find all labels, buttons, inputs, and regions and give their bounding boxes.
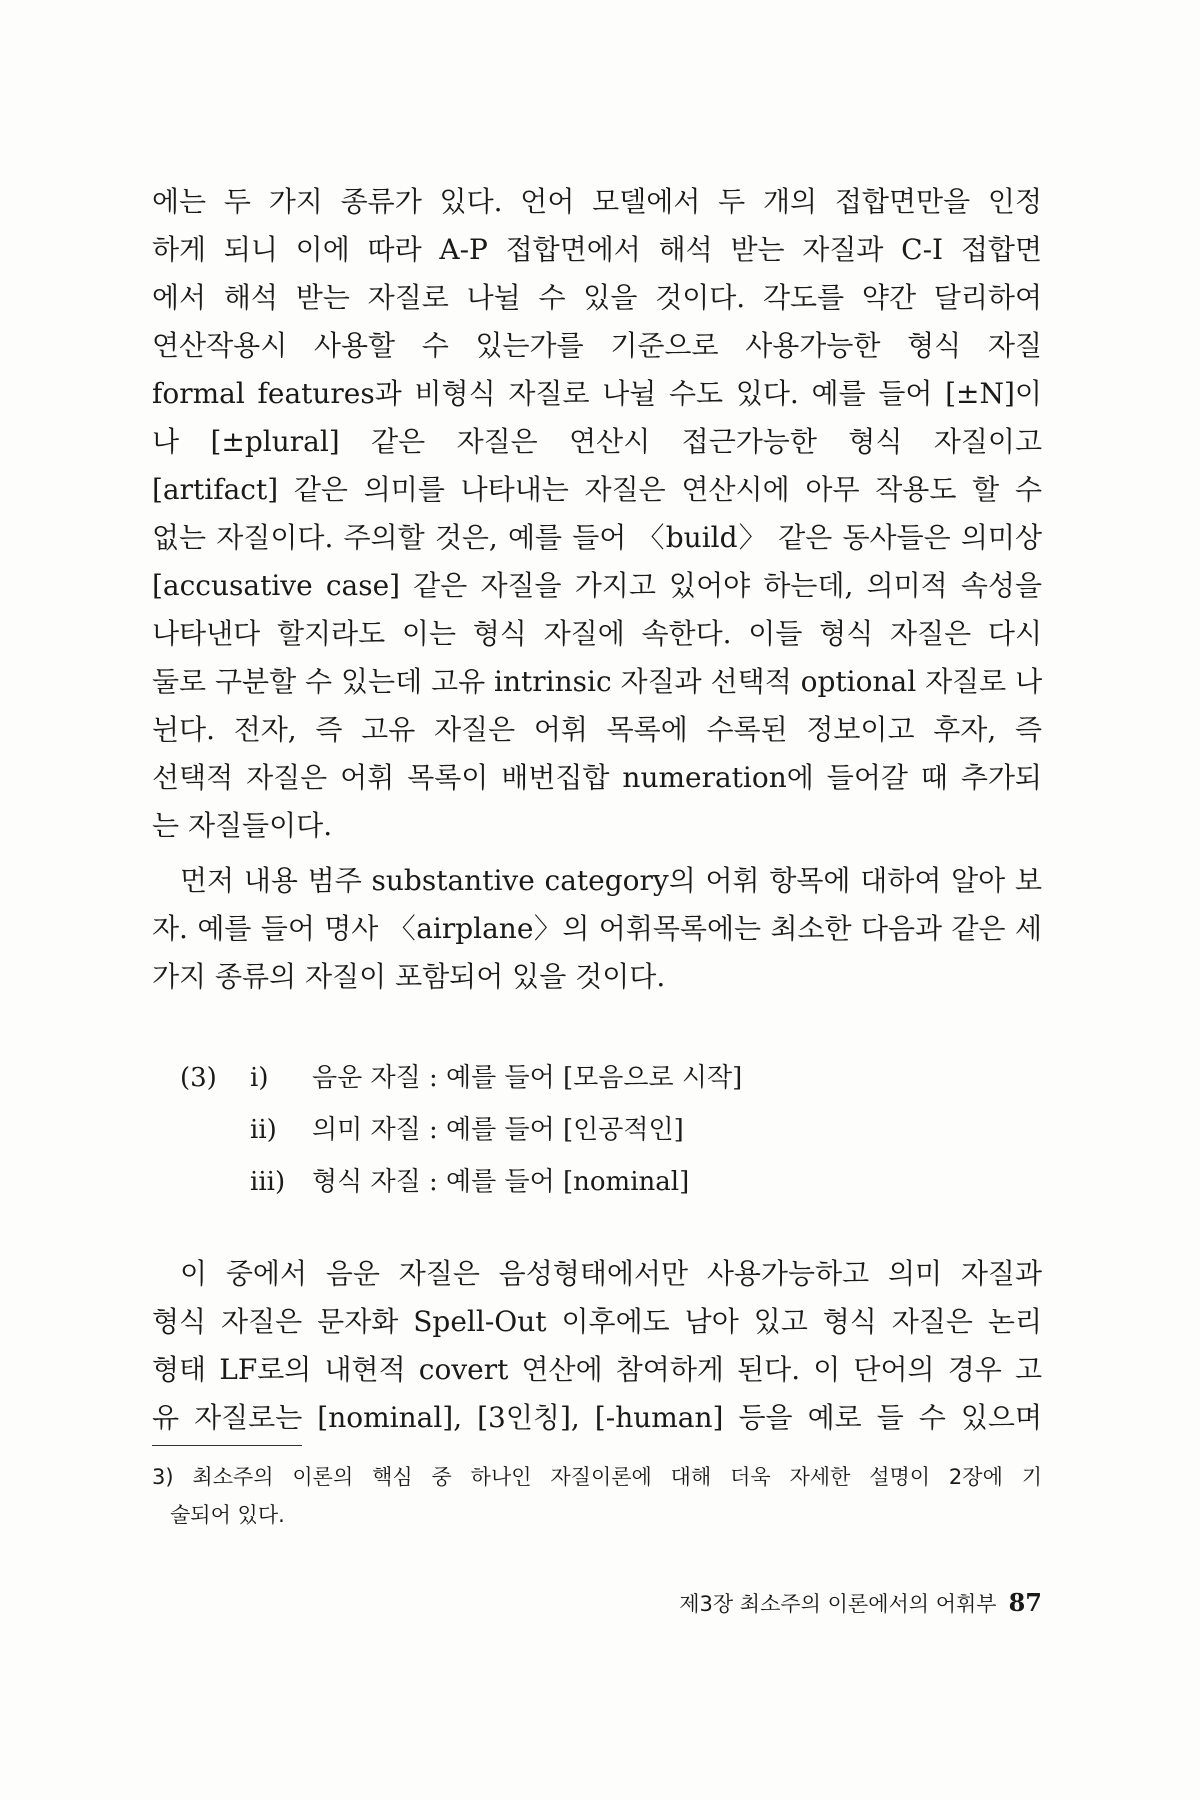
text-line: [accusative case] 같은 자질을 가지고 있어야 하는데, 의미적 속성을	[152, 569, 1042, 602]
text-line: [artifact] 같은 의미를 나타내는 자질은 연산시에 아무 작용도 할 수	[152, 473, 1042, 506]
text-line: 먼저 내용 범주 substantive category의 어휘 항목에 대하여 알아 보	[180, 864, 1042, 897]
paragraph-1	[152, 178, 1042, 850]
text-line: 자. 예를 들어 명사 〈airplane〉의 어휘목록에는 최소한 다음과 같은 세	[152, 912, 1042, 945]
footnote-divider	[152, 1445, 302, 1446]
example-text: 형식 자질 : 예를 들어 [nominal]	[312, 1167, 690, 1197]
text-line: 둘로 구분할 수 있는데 고유 intrinsic 자질과 선택적 optional 자질로 나	[152, 665, 1042, 698]
text-line: 선택적 자질은 어휘 목록이 배번집합 numeration에 들어갈 때 추가되	[152, 761, 1042, 794]
text-line: 는 자질들이다.	[152, 809, 333, 842]
text-line: 뉜다. 전자, 즉 고유 자질은 어휘 목록에 수록된 정보이고 후자, 즉	[152, 713, 1042, 746]
example-roman: iii)	[250, 1167, 286, 1197]
text-line: 에는 두 가지 종류가 있다. 언어 모델에서 두 개의 접합면만을 인정	[152, 185, 1042, 218]
example-3	[180, 1052, 742, 1208]
text-line: 가지 종류의 자질이 포함되어 있을 것이다.	[152, 960, 666, 993]
text-line: 없는 자질이다. 주의할 것은, 예를 들어 〈build〉 같은 동사들은 의미상	[152, 521, 1042, 554]
running-footer	[679, 1588, 1042, 1618]
text-line: 나 [±plural] 같은 자질은 연산시 접근가능한 형식 자질이고	[152, 425, 1042, 458]
page-number: 87	[1008, 1588, 1042, 1617]
text-line: 나타낸다 할지라도 이는 형식 자질에 속한다. 이들 형식 자질은 다시	[152, 617, 1042, 650]
chapter-title: 제3장 최소주의 이론에서의 어휘부	[679, 1592, 997, 1616]
paragraph-2	[152, 857, 1042, 1001]
text-line: 유 자질로는 [nominal], [3인칭], [-human] 등을 예로 들 수 있으며	[152, 1401, 1042, 1434]
example-text: 의미 자질 : 예를 들어 [인공적인]	[312, 1115, 684, 1145]
example-text: 음운 자질 : 예를 들어 [모음으로 시작]	[312, 1063, 743, 1093]
example-roman: ii)	[250, 1115, 277, 1145]
footnote	[152, 1458, 1042, 1534]
text-line: formal features과 비형식 자질로 나뉠 수도 있다. 예를 들어 [±N]이	[152, 377, 1042, 410]
text-line: 이 중에서 음운 자질은 음성형태에서만 사용가능하고 의미 자질과	[180, 1257, 1042, 1290]
text-line: 형식 자질은 문자화 Spell-Out 이후에도 남아 있고 형식 자질은 논리	[152, 1305, 1042, 1338]
footnote-line: 술되어 있다.	[170, 1503, 285, 1527]
paragraph-3	[152, 1250, 1042, 1442]
example-number: (3)	[180, 1063, 217, 1093]
text-line: 에서 해석 받는 자질로 나뉠 수 있을 것이다. 각도를 약간 달리하여	[152, 281, 1042, 314]
example-roman: i)	[250, 1063, 269, 1093]
text-line: 하게 되니 이에 따라 A-P 접합면에서 해석 받는 자질과 C-I 접합면	[152, 233, 1042, 266]
example-item	[180, 1104, 742, 1156]
example-item	[180, 1156, 742, 1208]
example-item	[180, 1052, 742, 1104]
text-line: 형태 LF로의 내현적 covert 연산에 참여하게 된다. 이 단어의 경우 고	[152, 1353, 1042, 1386]
text-line: 연산작용시 사용할 수 있는가를 기준으로 사용가능한 형식 자질	[152, 329, 1042, 362]
footnote-line: 3) 최소주의 이론의 핵심 중 하나인 자질이론에 대해 더욱 자세한 설명이 2장에 기	[152, 1465, 1042, 1489]
